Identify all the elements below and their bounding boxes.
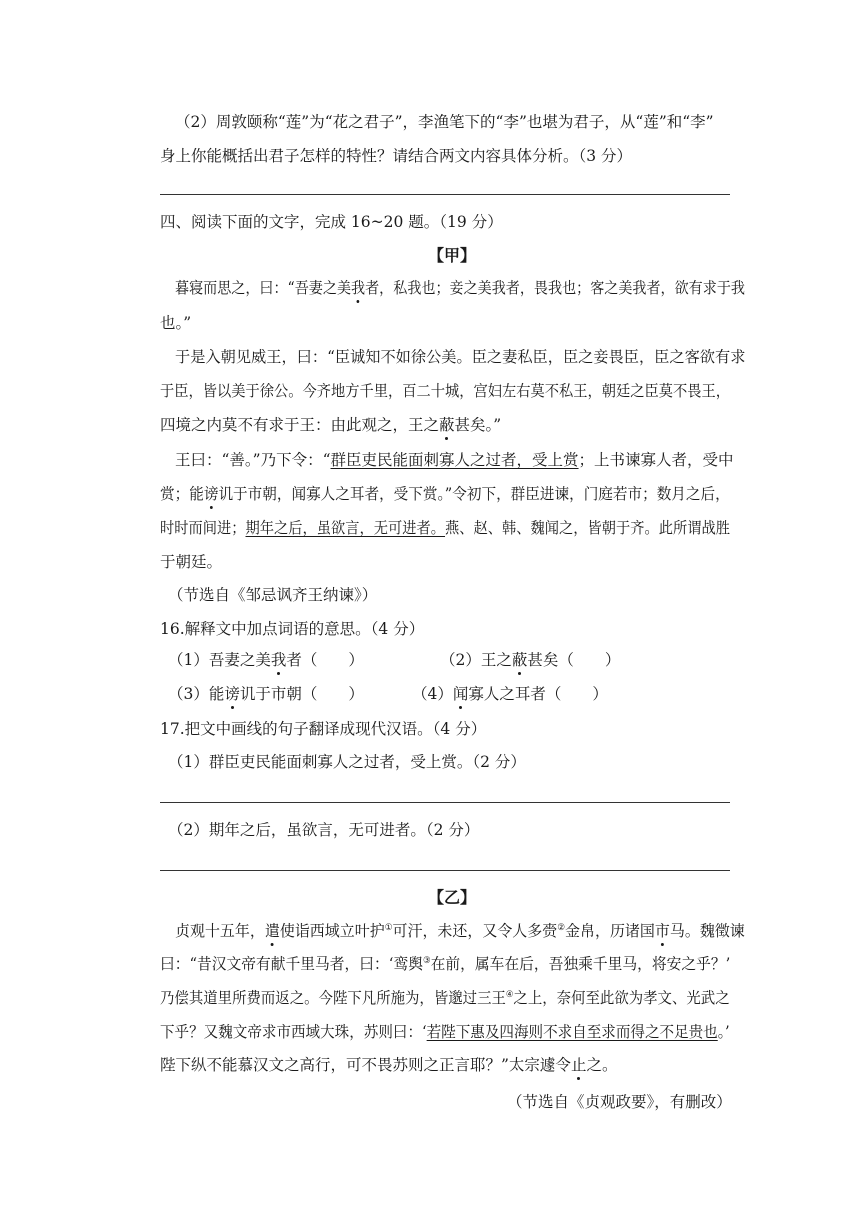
q17-sentence-2: （2）期年之后，虽欲言，无可进者。（2 分） bbox=[168, 821, 480, 839]
jia-heading: 【甲】 bbox=[428, 246, 477, 265]
emphasis-dot-word: 蔽 bbox=[511, 651, 528, 669]
text-segment: 可汗，未还，又令人多赍 bbox=[392, 922, 558, 940]
yi-line4 bbox=[160, 1022, 730, 1042]
jia-p3-line3 bbox=[160, 518, 730, 538]
jia-source: （节选自《邹忌讽齐王纳谏》） bbox=[168, 586, 378, 604]
text-segment: 下乎？又魏文帝求市西域大珠，苏则曰：‘ bbox=[160, 1023, 427, 1041]
text-segment: 使诣西域立叶护 bbox=[279, 922, 385, 940]
underlined-sentence-2: 期年之后，虽欲言，无可进者。 bbox=[245, 519, 446, 537]
yi-source: （节选自《贞观政要》，有删改） bbox=[507, 1093, 732, 1111]
text-segment: 贞观十五年， bbox=[175, 922, 265, 940]
text-segment: 燕、赵、韩、魏闻之，皆朝于齐。此所谓战胜 bbox=[445, 519, 731, 537]
jia-p3-line4: 于朝廷。 bbox=[160, 553, 223, 571]
section4-title: 四、阅读下面的文字，完成 16~20 题。（19 分） bbox=[160, 213, 503, 231]
jia-p2-line1: 于是入朝见威王，曰：“臣诚知不如徐公美。臣之妻私臣，臣之妾畏臣，臣之客欲有求 bbox=[175, 348, 746, 366]
jia-p1-line1 bbox=[175, 278, 745, 298]
yi-line2 bbox=[160, 954, 730, 974]
text-segment: 甚矣。” bbox=[454, 416, 502, 434]
footnote-marker: ④ bbox=[505, 990, 514, 1000]
text-segment: 时时而间进； bbox=[160, 519, 246, 537]
text-segment: 之上，奈何至此欲为孝文、光武之 bbox=[513, 989, 730, 1007]
jia-p2-line2: 于臣，皆以美于徐公。今齐地方千里，百二十城，宫妇左右莫不私王，朝廷之臣莫不畏王， bbox=[160, 382, 731, 400]
yi-line5 bbox=[160, 1055, 617, 1075]
emphasis-dot-word: 我 bbox=[270, 651, 287, 669]
text-segment: 者，私我也；妾之美我者，畏我也；客之美我者，欲有求于我 bbox=[365, 279, 745, 297]
q15-2-line1: （2）周敦颐称“莲”为“花之君子”，李渔笔下的“李”也堪为君子，从“莲”和“李” bbox=[175, 113, 714, 131]
q16-item-2 bbox=[440, 650, 620, 670]
text-segment: 王曰：“善。”乃下令：“ bbox=[175, 451, 331, 469]
jia-p3-line1 bbox=[175, 450, 734, 470]
text-segment: 曰：“昔汉文帝有献千里马者，曰：‘鸾舆 bbox=[160, 955, 423, 973]
emphasis-dot-word: 遣 bbox=[264, 922, 280, 940]
emphasis-dot-word: 蔽 bbox=[439, 416, 455, 434]
emphasis-dot-word: 市 bbox=[654, 922, 670, 940]
text-segment: 赏；能 bbox=[160, 485, 204, 503]
emphasis-dot-word: 谤 bbox=[203, 485, 219, 503]
text-segment: 马。魏徵谏 bbox=[669, 922, 745, 940]
footnote-marker: ③ bbox=[422, 956, 431, 966]
q17-sentence-1: （1）群臣吏民能面刺寡人之过者，受上赏。（2 分） bbox=[168, 753, 526, 771]
text-segment: 金帛，历诸国 bbox=[565, 922, 655, 940]
text-segment: （4） bbox=[412, 685, 453, 703]
jia-p2-line3 bbox=[160, 415, 501, 435]
emphasis-dot-word: 我 bbox=[351, 279, 366, 297]
emphasis-dot-word: 止 bbox=[570, 1056, 587, 1074]
answer-line bbox=[160, 870, 730, 871]
text-segment: 寡人之耳者（ ） bbox=[468, 685, 608, 703]
yi-line1 bbox=[175, 921, 745, 941]
text-segment: 暮寝而思之，曰：“吾妻之美 bbox=[175, 279, 352, 297]
text-segment: 在前，属车在后，吾独乘千里马，将安之乎？’ bbox=[430, 955, 731, 973]
footnote-marker: ② bbox=[557, 923, 566, 933]
footnote-marker: ① bbox=[384, 923, 393, 933]
q15-2-line2: 身上你能概括出君子怎样的特性？请结合两文内容具体分析。（3 分） bbox=[160, 147, 633, 165]
emphasis-dot-word: 闻 bbox=[452, 685, 469, 703]
underlined-sentence-1: 群臣吏民能面刺寡人之过者，受上赏 bbox=[330, 451, 579, 469]
text-segment: 四境之内莫不有求于王：由此观之，王之 bbox=[160, 416, 440, 434]
text-segment: 甚矣（ ） bbox=[527, 651, 621, 669]
answer-line bbox=[160, 194, 730, 195]
underlined-sentence-3: 若陛下惠及四海则不求自至求而得之不足贵也 bbox=[426, 1023, 718, 1041]
text-segment: ；上书谏寡人者，受中 bbox=[578, 451, 734, 469]
text-segment: 讥于市朝，闻寡人之耳者，受下赏。”令初下，群臣进谏，门庭若市；数月之后， bbox=[218, 485, 730, 503]
q17-title: 17.把文中画线的句子翻译成现代汉语。（4 分） bbox=[160, 720, 487, 738]
q16-item-3 bbox=[168, 684, 364, 704]
q16-item-1 bbox=[168, 650, 364, 670]
yi-line3 bbox=[160, 988, 730, 1008]
q16-item-4 bbox=[412, 684, 608, 704]
text-segment: （2）王之 bbox=[440, 651, 512, 669]
q16-title: 16.解释文中加点词语的意思。（4 分） bbox=[160, 620, 425, 638]
text-segment: 乃偿其道里所费而返之。今陛下凡所施为，皆邈过三王 bbox=[160, 989, 506, 1007]
answer-line bbox=[160, 802, 730, 803]
yi-heading: 【乙】 bbox=[428, 888, 477, 907]
emphasis-dot-word: 谤 bbox=[224, 685, 240, 703]
text-segment: 之。 bbox=[586, 1056, 618, 1074]
jia-p1-line2: 也。” bbox=[160, 314, 192, 332]
text-segment: 讥于市朝（ ） bbox=[239, 685, 364, 703]
text-segment: 者（ ） bbox=[286, 651, 364, 669]
text-segment: （3）能 bbox=[168, 685, 225, 703]
text-segment: 陛下纵不能慕汉文之高行，可不畏苏则之正言耶？”太宗遽令 bbox=[160, 1056, 571, 1074]
text-segment: （1）吾妻之美 bbox=[168, 651, 271, 669]
jia-p3-line2 bbox=[160, 484, 730, 504]
text-segment: 。’ bbox=[717, 1023, 730, 1041]
